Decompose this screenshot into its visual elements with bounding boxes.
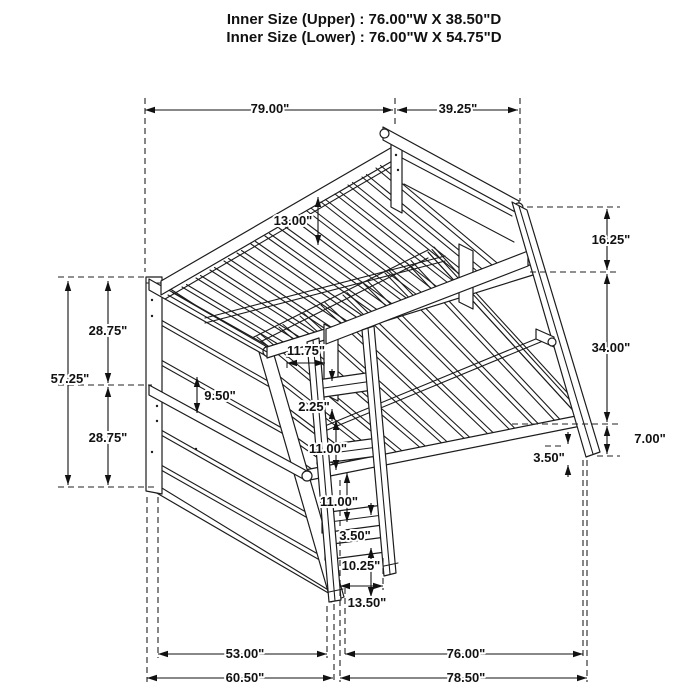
right-leg-edge: [519, 206, 593, 454]
dim-base-left-total: 60.50": [225, 670, 265, 685]
dim-step-gap-1: 11.00": [309, 441, 347, 456]
right-leg: [512, 202, 600, 457]
dim-ladder-inset: 11.75": [287, 343, 325, 358]
inner-size-lower: Inner Size (Lower) : 76.00"W X 54.75"D: [226, 29, 502, 46]
dim-right-foot: 3.50": [533, 450, 565, 465]
dim-headboard-height: 16.25": [591, 232, 631, 247]
dim-base-left-span: 53.00": [225, 646, 265, 661]
dim-step-thickness: 2.25": [298, 399, 330, 414]
dim-lower-rail-floor: 7.00": [634, 431, 666, 446]
dim-step-gap-3: 3.50": [339, 528, 371, 543]
title-block: [226, 11, 501, 46]
headboard-cap-left: [380, 129, 389, 138]
dim-base-right-total: 78.50": [446, 670, 486, 685]
dim-left-lower: 28.75": [88, 430, 128, 445]
dim-rail-spacing: 9.50": [204, 388, 236, 403]
dim-bunk-gap: 34.00": [591, 340, 631, 355]
lower-end-rail-cap: [302, 471, 312, 481]
bed-drawing: [146, 127, 600, 602]
dim-ladder-base-gap: 10.25": [341, 558, 381, 573]
dim-top-depth: 39.25": [438, 101, 478, 116]
dim-guardrail-height: 13.00": [273, 213, 313, 228]
dim-left-total: 57.25": [50, 371, 90, 386]
leg-bracket-cap: [548, 338, 556, 346]
dim-base-right-span: 76.00": [446, 646, 486, 661]
dim-left-upper: 28.75": [88, 323, 128, 338]
inner-size-upper: Inner Size (Upper) : 76.00"W X 38.50"D: [226, 11, 502, 28]
headboard-top-rail: [383, 127, 519, 214]
headboard-post: [391, 140, 402, 213]
dim-step-gap-2: 11.00": [320, 494, 358, 509]
dim-top-length: 79.00": [250, 101, 290, 116]
dim-ladder-width: 13.50": [347, 595, 387, 610]
guardrail-board: [326, 251, 528, 344]
